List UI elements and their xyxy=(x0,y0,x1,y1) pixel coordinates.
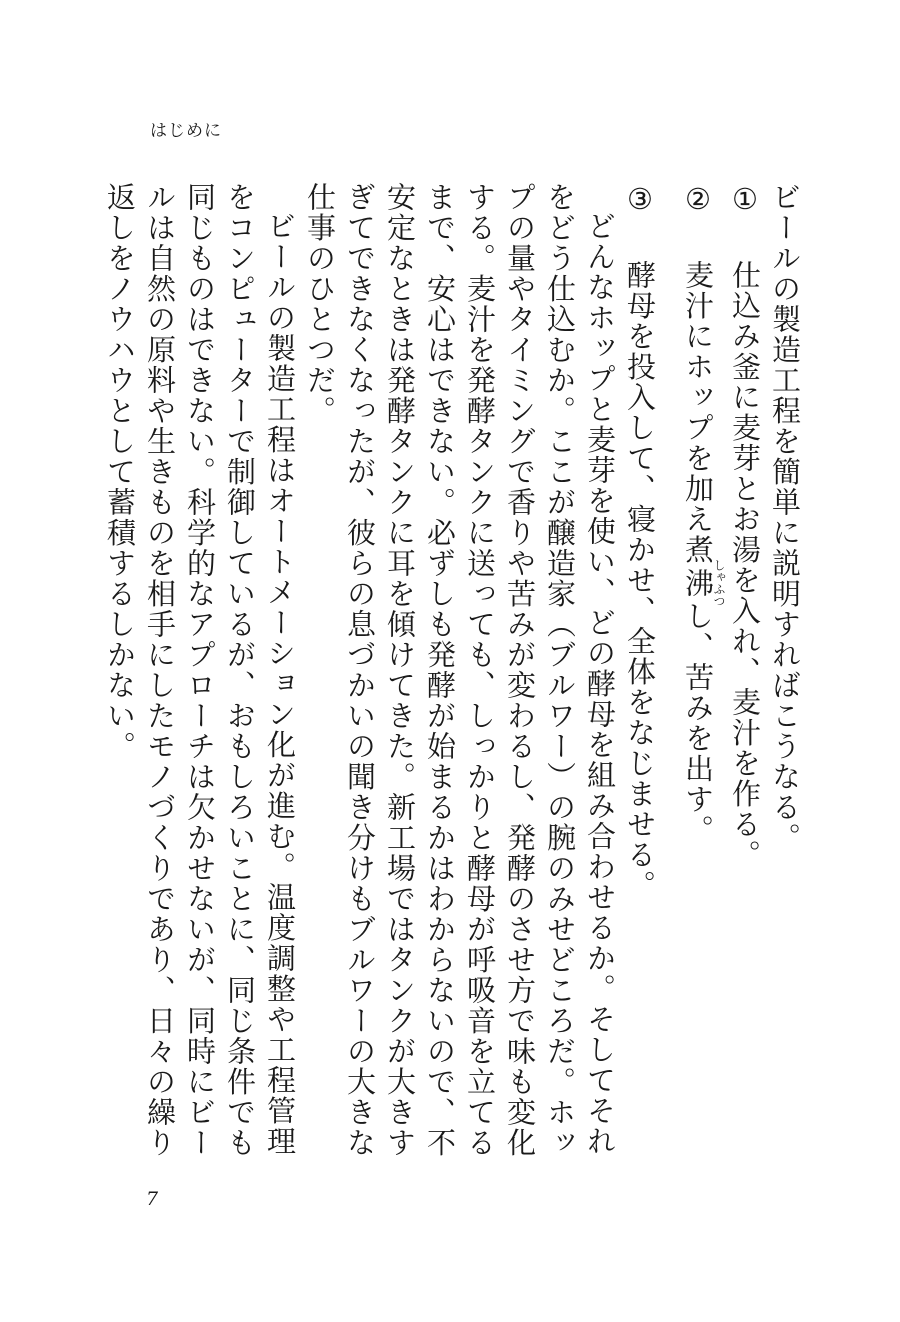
step-number: ③ xyxy=(623,182,657,218)
step-1 xyxy=(725,182,765,1182)
step-text: 仕込み釜に麦芽とお湯を入れ、麦汁を作る。 xyxy=(728,260,762,870)
page-number: 7 xyxy=(146,1188,159,1210)
ruby-base: 沸 xyxy=(681,559,715,607)
step-number: ① xyxy=(728,182,762,218)
ruby-reading: しゃふつ xyxy=(712,559,726,607)
step-text: し、苦みを出す。 xyxy=(681,601,715,845)
step-2 xyxy=(678,182,725,1182)
step-text: 麦汁にホップを加え煮 xyxy=(681,260,715,565)
body-text xyxy=(100,182,805,1182)
intro-line: ビールの製造工程を簡単に説明すればこうなる。 xyxy=(768,182,802,853)
step-number: ② xyxy=(681,182,715,218)
ruby-word xyxy=(681,559,726,607)
paragraph-1: どんなホップと麦芽を使い、どの酵母を組み合わせるか。そしてそれをどう仕込むか。ここが醸造家（ブルワー）の腕のみせどころだ。ホップの量やタイミングで香りや苦みが変わるし、発酵のさせ方で味も変化する。麦汁を発酵タンクに送っても、しっかりと酵母が呼吸音を立てるまで、安心はできない。必ずしも発酵が始まるかはわからないので、不安定なときは発酵タンクに耳を傾けてきた。新工場ではタンクが大きすぎてできなくなったが、彼らの息づかいの聞き分けもブルワーの大きな仕事のひとつだ。 xyxy=(303,182,617,1158)
step-text: 酵母を投入して、寝かせ、全体をなじませる。 xyxy=(623,260,657,901)
running-head: はじめに xyxy=(150,121,222,141)
paragraph-2: ビールの製造工程はオートメーション化が進む。温度調整や工程管理をコンピューターで制御しているが、おもしろいことに、同じ条件でも同じものはできない。科学的なアプローチは欠かせないが、同時にビールは自然の原料や生きものを相手にしたモノづくりであり、日々の繰り返しをノウハウとして蓄積するしかない。 xyxy=(103,182,297,1158)
step-3 xyxy=(620,182,660,1182)
